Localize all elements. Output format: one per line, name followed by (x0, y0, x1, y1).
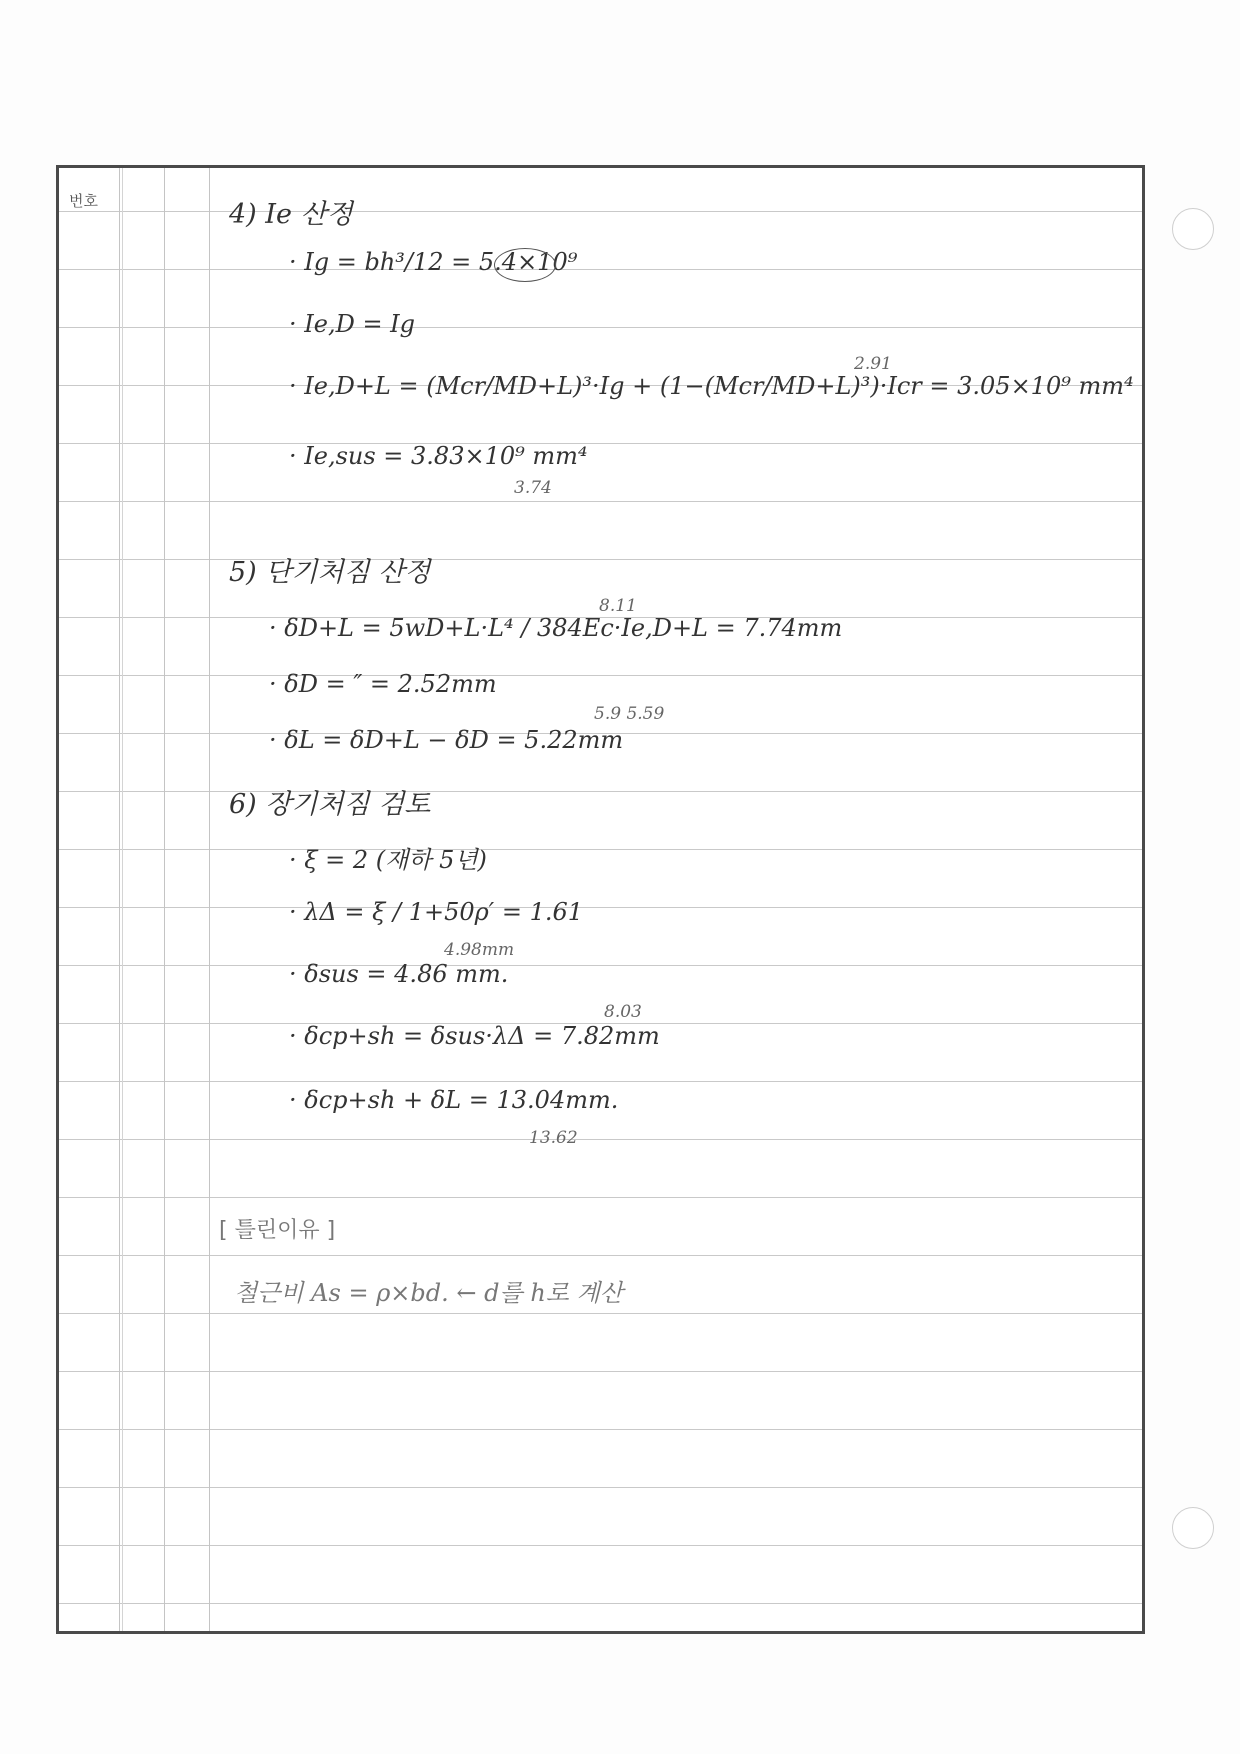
ruled-line (59, 907, 1142, 908)
ie-dl-correction: 2.91 (854, 354, 892, 374)
lambda-equation: · λΔ = ξ / 1+50ρ′ = 1.61 (289, 898, 584, 926)
margin-line (209, 168, 210, 1631)
margin-line (119, 168, 120, 1631)
ie-d-equation: · Ie,D = Ig (289, 310, 416, 338)
binder-hole (1172, 208, 1214, 250)
delta-cpsh-equation: · δcp+sh = δsus·λΔ = 7.82mm (289, 1022, 660, 1050)
ruled-line (59, 1081, 1142, 1082)
ruled-line (59, 1429, 1142, 1430)
ruled-line (59, 1197, 1142, 1198)
ruled-line (59, 791, 1142, 792)
error-reason-heading: [ 틀린이유 ] (219, 1218, 336, 1243)
ruled-line (59, 501, 1142, 502)
delta-sus-equation: · δsus = 4.86 mm. (289, 960, 509, 988)
xi-equation: · ξ = 2 (재하 5년) (289, 846, 487, 874)
delta-sus-correction: 4.98mm (444, 940, 515, 960)
delta-cpsh-correction: 8.03 (604, 1002, 642, 1022)
ie-sus-correction: 3.74 (514, 478, 552, 498)
circle-mark (494, 248, 556, 282)
margin-line (164, 168, 165, 1631)
delta-total-equation: · δcp+sh + δL = 13.04mm. (289, 1086, 619, 1114)
section-4-heading: 4) Ie 산정 (229, 199, 353, 230)
ruled-line (59, 327, 1142, 328)
ruled-line (59, 1603, 1142, 1604)
ruled-line (59, 1139, 1142, 1140)
delta-l-correction: 5.9 5.59 (594, 704, 665, 724)
ruled-line (59, 1371, 1142, 1372)
delta-d-equation: · δD = ″ = 2.52mm (269, 670, 497, 698)
section-5-heading: 5) 단기처짐 산정 (229, 557, 431, 588)
delta-dl-correction: 8.11 (599, 596, 637, 616)
delta-dl-equation: · δD+L = 5wD+L·L⁴ / 384Ec·Ie,D+L = 7.74mm (269, 614, 843, 642)
ruled-line (59, 965, 1142, 966)
ruled-line (59, 1545, 1142, 1546)
delta-l-equation: · δL = δD+L − δD = 5.22mm (269, 726, 624, 754)
notebook-page (56, 165, 1145, 1634)
ie-dl-equation: · Ie,D+L = (Mcr/MD+L)³·Ig + (1−(Mcr/MD+L)³)·Icr = 3.05×10⁹ mm⁴ (289, 372, 1134, 400)
number-label: 번호 (69, 192, 98, 210)
section-6-heading: 6) 장기처짐 검토 (229, 789, 431, 820)
delta-total-correction: 13.62 (529, 1128, 578, 1148)
ig-equation: · Ig = bh³/12 = 5.4×10⁹ (289, 248, 578, 276)
ruled-line (59, 1487, 1142, 1488)
ruled-line (59, 559, 1142, 560)
error-reason-note: 철근비 As = ρ×bd. ← d를 h로 계산 (234, 1279, 623, 1307)
ie-sus-equation: · Ie,sus = 3.83×10⁹ mm⁴ (289, 442, 588, 470)
ruled-line (59, 675, 1142, 676)
ruled-line (59, 211, 1142, 212)
ruled-line (59, 269, 1142, 270)
ruled-line (59, 849, 1142, 850)
ruled-line (59, 443, 1142, 444)
binder-hole (1172, 1507, 1214, 1549)
ruled-line (59, 1313, 1142, 1314)
ruled-line (59, 1255, 1142, 1256)
